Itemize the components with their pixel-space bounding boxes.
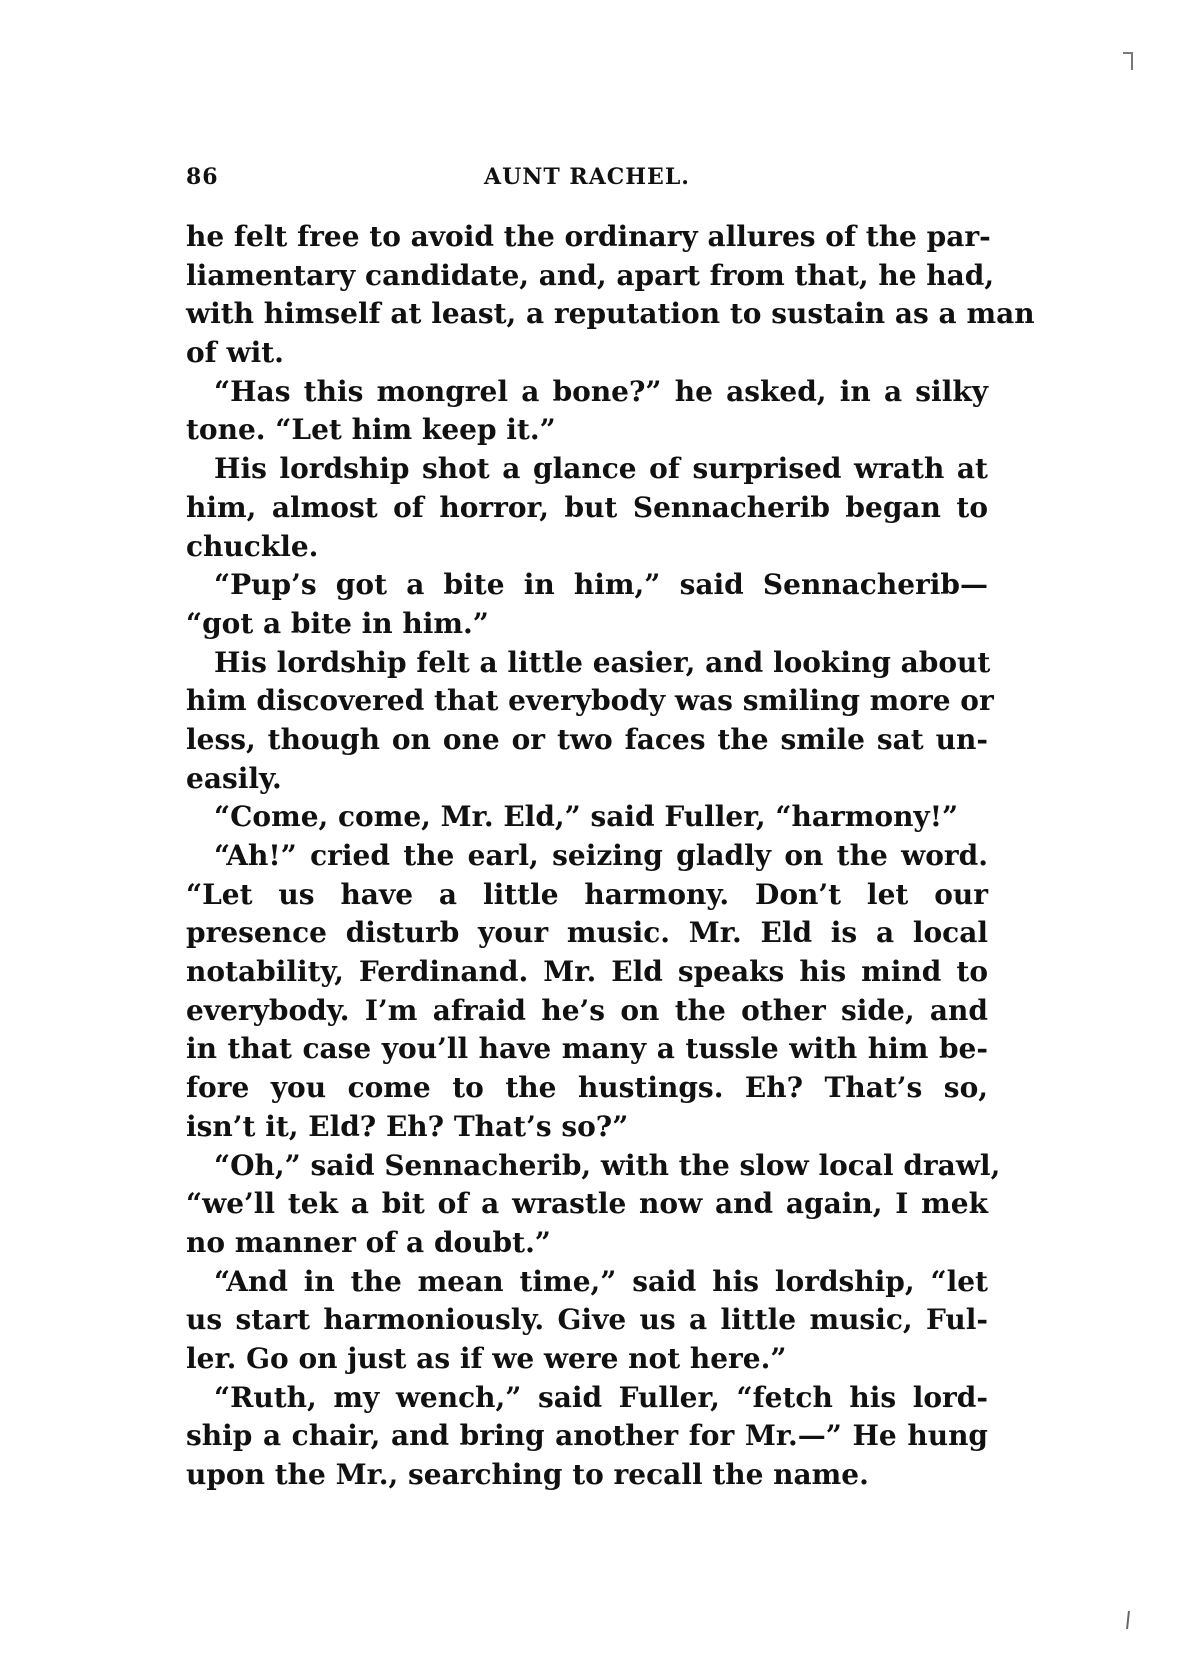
text-line-6: tone. “Let him keep it.”: [186, 413, 556, 447]
text-line-28: “And in the mean time,” said his lordship, “let: [214, 1264, 988, 1298]
text-line-27: no manner of a doubt.”: [186, 1225, 551, 1259]
text-line-25: “Oh,” said Sennacherib, with the slow local drawl,: [214, 1148, 1001, 1182]
text-line-22: in that case you’ll have many a tussle with him be-: [186, 1032, 988, 1066]
text-line-14: less, though on one or two faces the smile sat un-: [186, 722, 988, 756]
text-line-2: liamentary candidate, and, apart from that, he had,: [186, 258, 995, 292]
text-line-20: notability, Ferdinand. Mr. Eld speaks his mind to: [186, 955, 988, 989]
text-line-24: isn’t it, Eld? Eh? That’s so?”: [186, 1109, 629, 1143]
page-number: 86: [186, 164, 219, 190]
text-line-11: “got a bite in him.”: [186, 606, 489, 640]
text-line-1: he felt free to avoid the ordinary allures of the par-: [186, 220, 991, 253]
text-line-26: “we’ll tek a bit of a wrastle now and again, I mek: [186, 1187, 988, 1221]
text-line-16: “Come, come, Mr. Eld,” said Fuller, “harmony!”: [214, 800, 959, 834]
text-line-31: “Ruth, my wench,” said Fuller, “fetch his lord-: [214, 1380, 988, 1414]
body-text: [186, 218, 1035, 1495]
text-line-8: him, almost of horror, but Sennacherib began to: [186, 490, 988, 524]
scan-bottom-mark: [1126, 1611, 1130, 1629]
text-line-18: “Let us have a little harmony. Don’t let our: [186, 877, 988, 911]
text-line-10: “Pup’s got a bite in him,” said Sennacherib—: [214, 568, 988, 602]
page-header: [186, 164, 988, 198]
text-line-21: everybody. I’m afraid he’s on the other side, and: [186, 993, 988, 1027]
text-line-33: upon the Mr., searching to recall the name.: [186, 1458, 869, 1491]
scan-corner-mark: [1131, 52, 1133, 70]
text-line-4: of wit.: [186, 336, 284, 370]
text-line-23: fore you come to the hustings. Eh? That’s so,: [186, 1071, 988, 1105]
running-title: AUNT RACHEL.: [484, 164, 690, 190]
text-line-15: easily.: [186, 761, 282, 795]
text-line-30: ler. Go on just as if we were not here.”: [186, 1341, 787, 1375]
text-line-7: His lordship shot a glance of surprised wrath at: [214, 452, 988, 486]
text-line-13: him discovered that everybody was smiling more or: [186, 684, 994, 718]
text-line-32: ship a chair, and bring another for Mr.—” He hung: [186, 1419, 988, 1453]
text-line-12: His lordship felt a little easier, and looking about: [214, 645, 991, 679]
text-line-5: “Has this mongrel a bone?” he asked, in a silky: [214, 374, 988, 408]
text-line-29: us start harmoniously. Give us a little music, Ful-: [186, 1303, 988, 1337]
text-line-19: presence disturb your music. Mr. Eld is a local: [186, 916, 988, 950]
text-line-9: chuckle.: [186, 529, 319, 563]
text-line-17: “Ah!” cried the earl, seizing gladly on the word.: [214, 839, 988, 872]
text-line-3: with himself at least, a reputation to sustain as a man: [186, 297, 1035, 331]
